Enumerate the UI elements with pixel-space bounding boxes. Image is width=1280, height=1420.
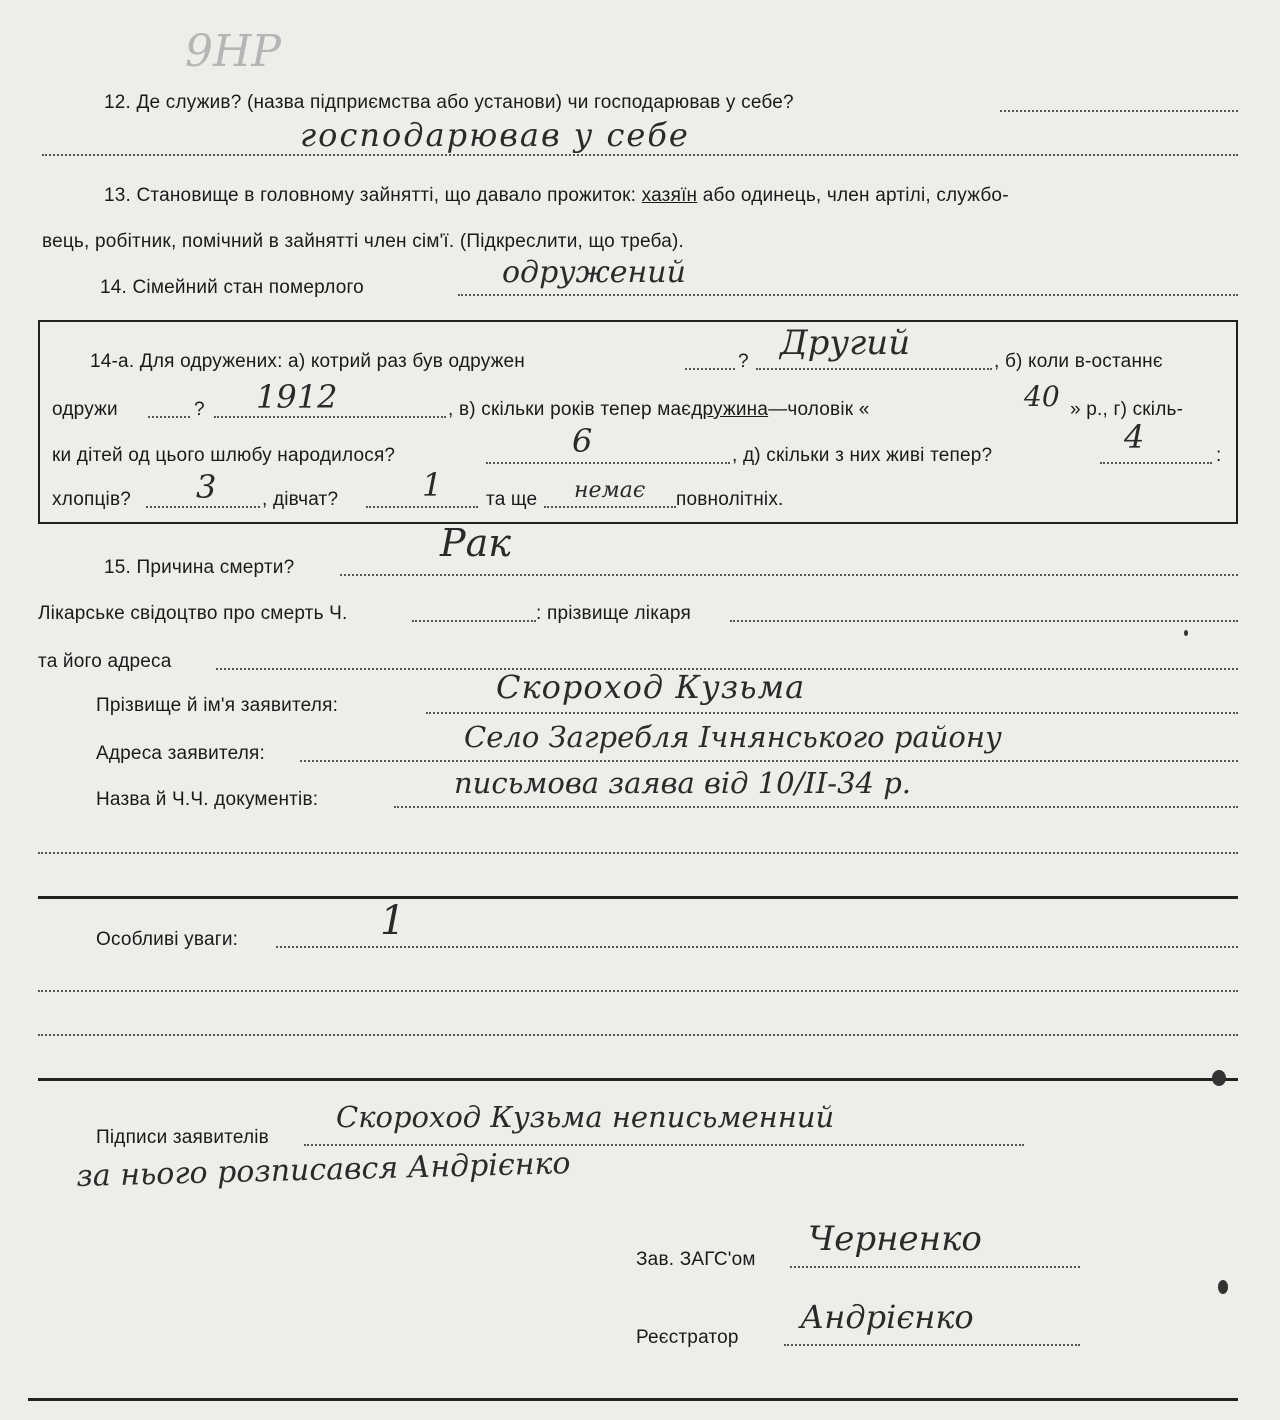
cert-doctor-label: : прізвище лікаря xyxy=(536,603,691,624)
zags-head-label: Зав. ЗАГС'ом xyxy=(636,1249,756,1270)
notes-dotline-1 xyxy=(276,946,1238,948)
q14a-dotline-2a xyxy=(148,416,190,418)
q14a-line1-answer: Другий xyxy=(780,323,911,363)
registrar-signature: Андрієнко xyxy=(800,1298,974,1336)
applicant-name-dotline xyxy=(426,712,1238,714)
q12-label: 12. Де служив? (назва підприємства або установи) чи господарював у себе? xyxy=(104,92,794,113)
q14a-line4-suffix: повнолітніх. xyxy=(676,489,784,510)
cert-label: Лікарське свідоцтво про смерть Ч. xyxy=(38,603,348,624)
applicant-docs-value: письмова заява від 10/II-34 р. xyxy=(454,766,912,800)
applicant-docs-dotline xyxy=(394,806,1238,808)
notes-value: 1 xyxy=(380,898,406,944)
registrar-dotline xyxy=(784,1344,1080,1346)
q13-underlined-option: хазяїн xyxy=(641,185,698,206)
zags-head-dotline xyxy=(790,1266,1080,1268)
q14a-spouse-age: 40 xyxy=(1024,380,1060,413)
q13-line1-suffix: або одинець, член артілі, службо- xyxy=(702,185,1009,206)
scan-speck-1 xyxy=(1212,1070,1226,1086)
q14a-line2-mid xyxy=(448,398,870,422)
q14a-children-born: 6 xyxy=(572,422,593,460)
q14a-line2-q: ? xyxy=(194,399,205,420)
q14a-line3-prefix: ки дітей од цього шлюбу народилося? xyxy=(52,445,396,466)
section-divider-1 xyxy=(38,896,1238,899)
q14a-line2-suffix: » р., г) скіль- xyxy=(1070,399,1184,420)
q14a-line3-mid: , д) скільки з них живі тепер? xyxy=(732,445,993,466)
q14a-line1-suffix: , б) коли в-останнє xyxy=(994,351,1163,372)
q14-answer: одружений xyxy=(502,255,686,290)
cert-number-dotline xyxy=(412,620,536,622)
q14a-dotline-2b xyxy=(214,416,446,418)
q14a-line3-end: : xyxy=(1216,445,1222,466)
q14a-girls-label: , дівчат? xyxy=(262,489,339,510)
q14a-line2-answer: 1912 xyxy=(256,378,338,416)
archive-mark: 9НР xyxy=(185,26,281,77)
q14a-line1-prefix: 14-а. Для одружених: а) котрий раз був одружен xyxy=(90,351,525,372)
applicant-docs-label: Назва й Ч.Ч. документів: xyxy=(96,789,319,810)
q14a-line2-mid-text: , в) скільки років тепер має xyxy=(448,399,692,420)
signatures-label: Підписи заявителів xyxy=(96,1127,269,1148)
q14a-more-value: немає xyxy=(574,478,646,503)
q13-line2: вець, робітник, помічний в зайнятті член сім'ї. (Підкреслити, що треба). xyxy=(42,231,684,252)
q14-label: 14. Сімейний стан померлого xyxy=(100,277,364,298)
q14a-dotline-1a xyxy=(685,368,735,370)
q15-label: 15. Причина смерти? xyxy=(104,557,295,578)
q15-dotline xyxy=(340,574,1238,576)
applicant-name-value: Скороход Кузьма xyxy=(496,668,806,706)
q12-answer: господарював у себе xyxy=(300,116,690,154)
signatures-line1: Скороход Кузьма неписьменний xyxy=(336,1100,835,1134)
scan-speck-3 xyxy=(1184,630,1188,636)
q14a-underlined-spouse: дружина xyxy=(691,399,769,420)
q15-answer: Рак xyxy=(440,521,511,565)
notes-dotline-3 xyxy=(38,1034,1238,1036)
signatures-dotline xyxy=(304,1144,1024,1146)
q14a-dotline-1b xyxy=(756,368,992,370)
q14a-line2-prefix: одружи xyxy=(52,399,118,420)
signatures-line2: за нього розписався Андрієнко xyxy=(75,1146,571,1194)
q12-dotline-2 xyxy=(42,154,1238,156)
q14-dotline xyxy=(458,294,1238,296)
cert-address-label: та його адреса xyxy=(38,651,172,672)
blank-dotline-1 xyxy=(38,852,1238,854)
q14a-dotline-3a xyxy=(486,462,730,464)
section-divider-2 xyxy=(38,1078,1238,1081)
applicant-address-dotline xyxy=(300,760,1238,762)
bottom-rule xyxy=(28,1398,1238,1401)
applicant-address-label: Адреса заявителя: xyxy=(96,743,265,764)
q13-line1 xyxy=(104,184,1009,208)
q14a-line1-q: ? xyxy=(738,351,749,372)
zags-head-signature: Черненко xyxy=(808,1219,982,1259)
q14a-children-alive: 4 xyxy=(1124,418,1145,456)
scan-speck-2 xyxy=(1218,1280,1228,1294)
q14a-girls-count: 1 xyxy=(422,466,443,504)
q14a-line2-mid2-text: —чоловік « xyxy=(768,399,870,420)
q14a-boys-label: хлопців? xyxy=(52,489,132,510)
notes-dotline-2 xyxy=(38,990,1238,992)
q13-line1-prefix: 13. Становище в головному зайнятті, що давало прожиток: xyxy=(104,185,637,206)
cert-doctor-dotline xyxy=(730,620,1238,622)
q14a-dotline-3b xyxy=(1100,462,1212,464)
q14a-boys-count: 3 xyxy=(196,468,217,506)
q14a-dotline-4b xyxy=(366,506,478,508)
q14a-more-label: та ще xyxy=(486,489,538,510)
q12-dotline-1 xyxy=(1000,110,1238,112)
applicant-address-value: Село Загребля Ічнянського району xyxy=(464,720,1002,754)
registrar-label: Реєстратор xyxy=(636,1327,739,1348)
notes-label: Особливі уваги: xyxy=(96,929,239,950)
applicant-name-label: Прізвище й ім'я заявителя: xyxy=(96,695,339,716)
q14a-dotline-4a xyxy=(146,506,260,508)
